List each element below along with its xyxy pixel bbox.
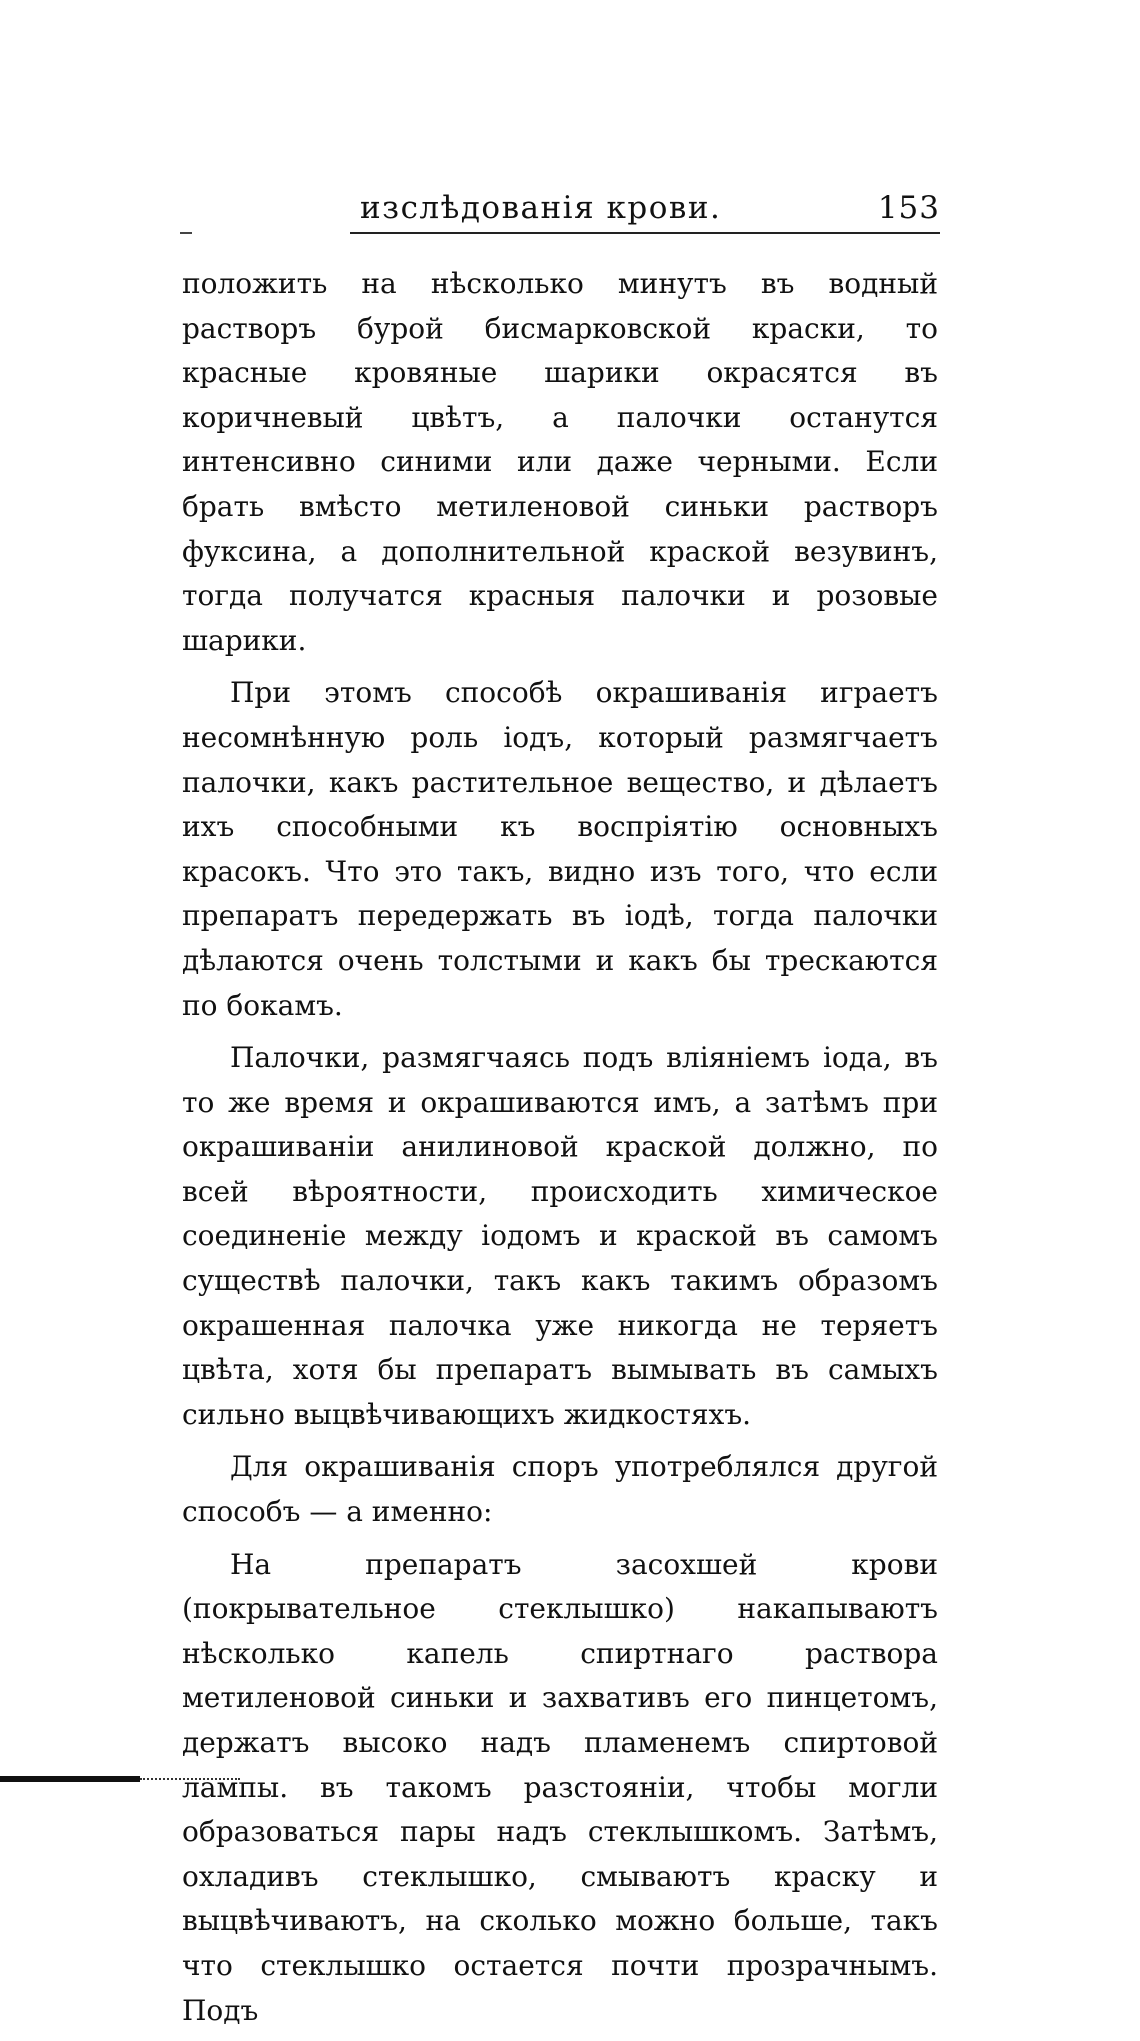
running-head-title: изслѣдованія крови.	[360, 190, 722, 226]
body-text	[182, 262, 938, 2041]
paragraph-1: положить на нѣсколько минутъ въ водный растворъ бурой бисмарковской краски, то красные кровяные шарики окрасятся въ коричневый цвѣтъ, а палочки останутся интенсивно синими или даже черными. Если брать вмѣсто метиленовой синьки растворъ фуксина, а дополнительной краской везувинъ, тогда получатся красныя палочки и розовые шарики.	[182, 267, 938, 657]
paragraph-4: Для окрашиванія споръ употреблялся другой способъ — а именно:	[182, 1450, 938, 1529]
page-number: 153	[877, 190, 940, 226]
header-rule-fragment	[180, 232, 192, 234]
running-head	[180, 190, 940, 236]
scan-edge-mark	[0, 1776, 140, 1782]
paragraph-2: При этомъ способѣ окрашиванія играетъ несомнѣнную роль іодъ, который размягчаетъ палочки, какъ растительное вещество, и дѣлаетъ ихъ способными къ воспріятію основныхъ красокъ. Что это такъ, видно изъ того, что если препаратъ передержать въ іодѣ, тогда палочки дѣлаются очень толстыми и какъ бы трескаются по бокамъ.	[182, 676, 938, 1022]
paragraph-3: Палочки, размягчаясь подъ вліяніемъ іода, въ то же время и окрашиваются имъ, а затѣмъ при окрашиваніи анилиновой краской должно, по всей вѣроятности, происходить химическое соединеніе между іодомъ и краской въ самомъ существѣ палочки, такъ какъ такимъ образомъ окрашенная палочка уже никогда не теряетъ цвѣта, хотя бы препаратъ вымывать въ самыхъ сильно выцвѣчивающихъ жидкостяхъ.	[182, 1041, 938, 1431]
paragraph-5: На препаратъ засохшей крови (покрывательное стеклышко) накапываютъ нѣсколько капель спиртнаго раствора метиленовой синьки и захвативъ его пинцетомъ, держатъ высоко надъ пламенемъ спиртовой лампы. въ такомъ разстояніи, чтобы могли образоваться пары надъ стеклышкомъ. Затѣмъ, охладивъ стеклышко, смываютъ краску и выцвѣчиваютъ, на сколько можно больше, такъ что стеклышко остается почти прозрачнымъ. Подъ	[182, 1547, 938, 2027]
header-rule	[350, 232, 940, 234]
scan-edge-mark-tail	[140, 1778, 240, 1780]
